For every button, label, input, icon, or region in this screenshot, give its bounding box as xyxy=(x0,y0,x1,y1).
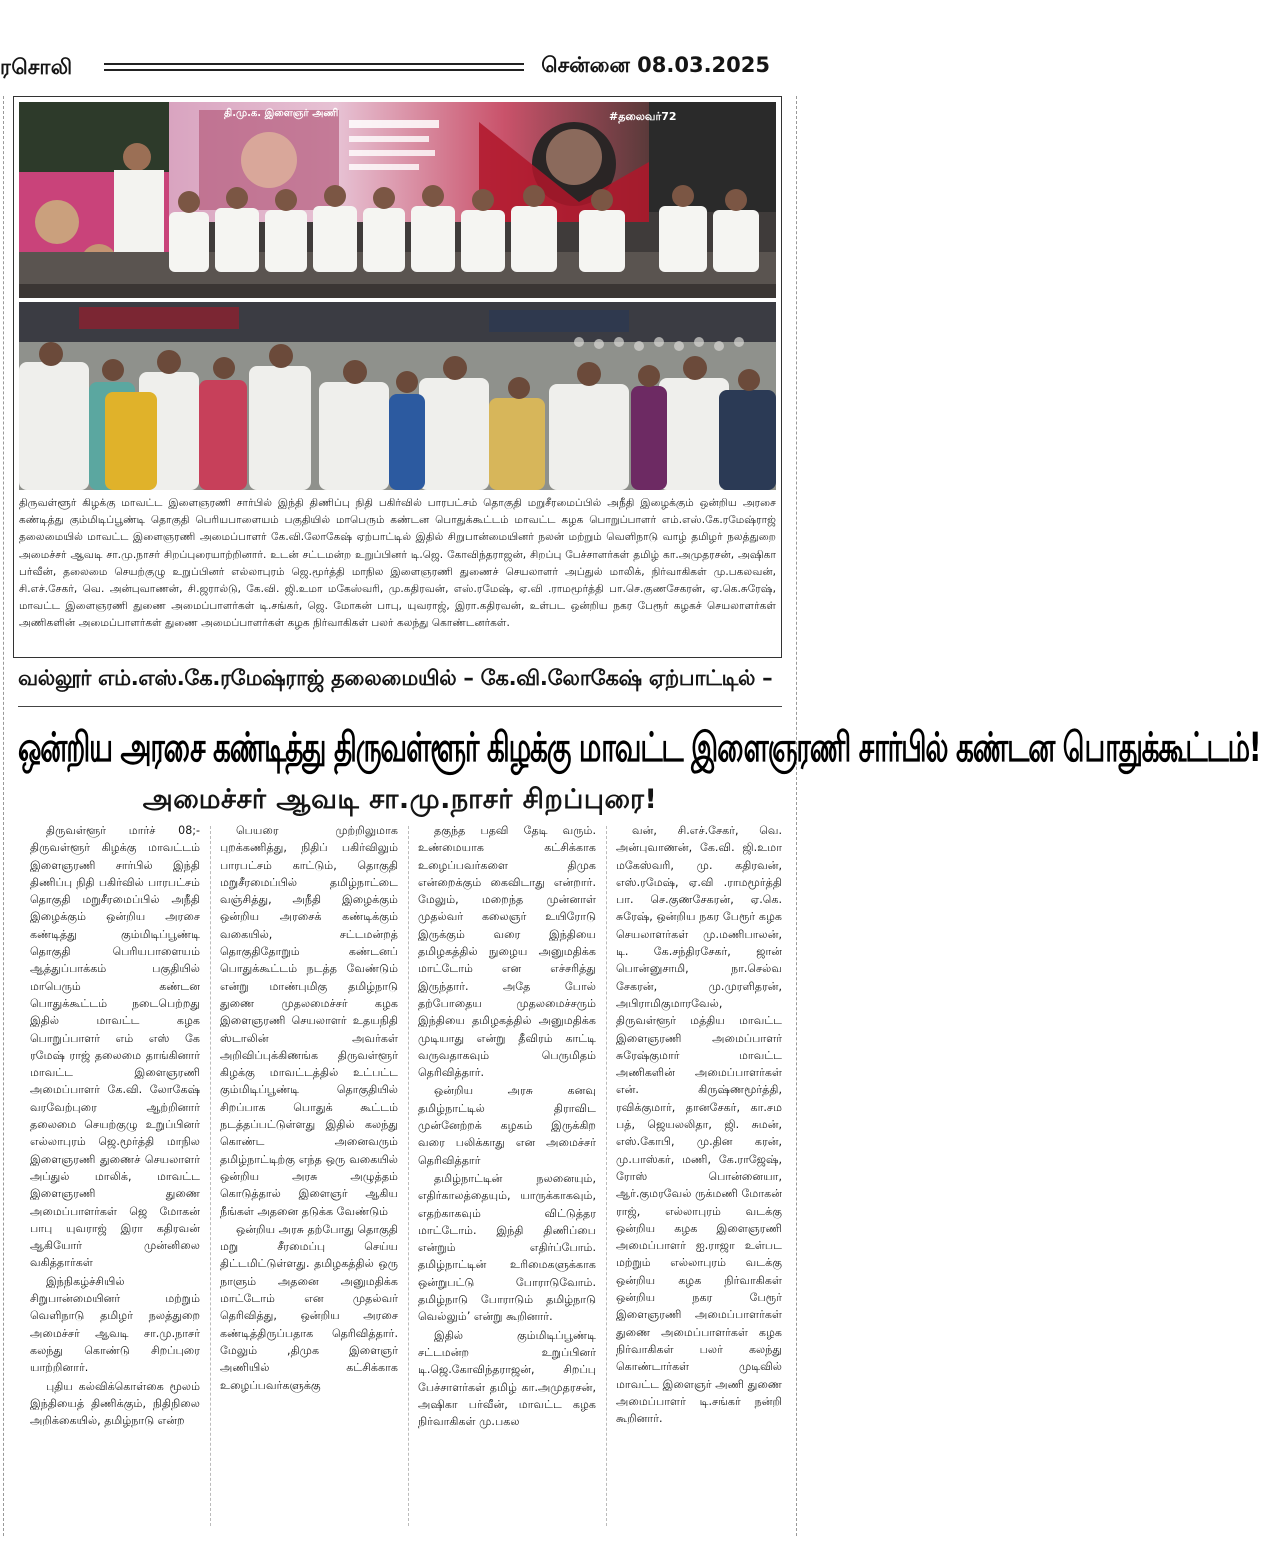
article-paragraph: ஒன்றிய அரசு தற்போது தொகுதி மறு சீரமைப்பு செய்ய திட்டமிட்டுள்ளது. தமிழகத்தில் ஒரு நாளும் அதனை அனுமதிக்க மாட்டோம் என முதல்வர் தெரிவித்து, ஒன்றிய அரசை கண்டித்திருப்பதாக தெரிவித்தார். மேலும் ,திமுக இளைஞர் அணியில் கட்சிக்காக உழைப்பவர்களுக்கு xyxy=(220,1222,398,1392)
article-paragraph: திருவள்ளூர் மார்ச் 08;- திருவள்ளூர் கிழக்கு மாவட்டம் இளைஞரணி சார்பில் இந்தி திணிப்பு நிதி பகிர்வில் பாரபட்சம் தொகுதி மறுசீரமைப்பில் அநீதி இழைக்கும் ஒன்றிய அரசை கண்டித்து கும்மிடிப்பூண்டி தொகுதி பெரியபாளையம் ஆத்துப்பாக்கம் பகுதியில் மாபெரும் கண்டன பொதுக்கூட்டம் நடைபெற்றது இதில் மாவட்ட கழக பொறுப்பாளர் எம் எஸ் கே ரமேஷ் ராஜ் தலைமை தாங்கினார் மாவட்ட இளைஞரணி அமைப்பாளர் கே.வி. லோகேஷ் வரவேற்புரை ஆற்றினார் தலைமை செயற்குழு உறுப்பினர் எல்லாபுரம் ஜெ.மூர்த்தி மாநில இளைஞரணி துணைச் செயலாளர் அப்துல் மாலிக், மாவட்ட இளைஞரணி துணை அமைப்பாளர்கள் ஜெ மோகன் பாபு யுவராஜ் இரா கதிரவன் ஆகியோர் முன்னிலை வகித்தார்கள் xyxy=(30,824,200,1270)
column-separator xyxy=(606,826,607,1526)
stage-photo-image xyxy=(19,102,776,298)
article-paragraph: இந்நிகழ்ச்சியில் சிறுபான்மையினர் மற்றும் வெளிநாடு தமிழர் நலத்துறை அமைச்சர் ஆவடி சா.மு.நாசர் கலந்து கொண்டு சிறப்புரை யாற்றினார். xyxy=(30,1274,200,1375)
headline-kicker: வல்லூர் எம்.எஸ்.கே.ரமேஷ்ராஜ் தலைமையில் – கே.வி.லோகேஷ் ஏற்பாட்டில் – xyxy=(18,666,773,690)
article-paragraph: வன், சி.எச்.சேகர், வெ. அன்புவாணன், கே.வி. ஜி.உமா மகேஸ்வரி, மு. கதிரவன், எஸ்.ரமேஷ், ஏ.வி .ராமமூர்த்தி பா. செ.குணசேகரன், ஏ.கெ. சுரேஷ், ஒன்றிய நகர பேரூர் கழக செயலாளர்கள் மு.மணிபாலன், டி. கே.சந்திரசேகர், ஜான் பொன்னுசாமி, நா.செல்வ சேகரன், மு.முரளிதரன், அபிராமிகுமாரவேல், திருவள்ளூர் மத்திய மாவட்ட இளைஞரணி அமைப்பாளர் சுரேஷ்குமார் மாவட்ட அணிகளின் அமைப்பாளர்கள் என். கிருஷ்ணமூர்த்தி, ரவிக்குமார், தானசேகர், கா.சம பத், ஜெயலலிதா, ஜி. சுமன், எஸ்.கோபி, மு.தின கரன், மு.பாஸ்கர், மணி, கே.ராஜேஷ், ரோஸ் பொன்னையா, ஆர்.குமரவேல் ருக்மணி மோகன் ராஜ், எல்லாபுரம் வடக்கு ஒன்றிய கழக இளைஞரணி அமைப்பாளர் ஐ.ராஜா உள்பட மற்றும் எல்லாபுரம் வடக்கு ஒன்றிய கழக நிர்வாகிகள் ஒன்றிய நகர பேரூர் இளைஞரணி அமைப்பாளர்கள் துணை அமைப்பாளர்கள் கழக நிர்வாகிகள் பலர் கலந்து கொண்டார்கள் முடிவில் மாவட்ட இளைஞர் அணி துணை அமைப்பாளர் டி.சங்கர் நன்றி கூறினார். xyxy=(616,824,782,1426)
stage-banner-heading: தி.மு.க. இளைஞர் அணி xyxy=(224,108,339,119)
photo-box xyxy=(13,96,782,658)
masthead xyxy=(0,0,800,92)
column-separator xyxy=(210,826,211,1526)
stage-banner-hashtag: #தலைவர்72 xyxy=(609,110,677,123)
article-body xyxy=(30,822,782,1534)
audience-photo-image xyxy=(19,302,776,490)
article-paragraph: பெயரை முற்றிலுமாக புறக்கணித்து, நிதிப் பகிர்விலும் பாரபட்சம் காட்டும், தொகுதி மறுசீரமைப்பில் தமிழ்நாட்டை வஞ்சித்து, அநீதி இழைக்கும் ஒன்றிய அரசைக் கண்டிக்கும் வகையில், சட்டமன்றத் தொகுதிதோறும் கண்டனப் பொதுக்கூட்டம் நடத்த வேண்டும் என்று மாண்புமிகு தமிழ்நாடு துணை முதலமைச்சர் கழக இளைஞரணி செயலாளர் உதயநிதி ஸ்டாலின் அவர்கள் அறிவிப்புக்கிணங்க திருவள்ளூர் கிழக்கு மாவட்டத்தில் உட்பட்ட கும்மிடிப்பூண்டி தொகுதியில் சிறப்பாக பொதுக் கூட்டம் நடத்தப்பட்டுள்ளது இதில் கலந்து கொண்ட அனைவரும் தமிழ்நாட்டிற்கு எந்த ஒரு வகையில் ஒன்றிய அரசு அழுத்தம் கொடுத்தால் இளைஞர் ஆகிய நீங்கள் அதனை தடுக்க வேண்டும் xyxy=(220,824,398,1218)
article-paragraph: தகுந்த பதவி தேடி வரும். உண்மையாக கட்சிக்காக உழைப்பவர்களை திமுக என்றைக்கும் கைவிடாது என்றார். மேலும், மறைந்த முன்னாள் முதல்வர் கலைஞர் உயிரோடு இருக்கும் வரை இந்தியை தமிழகத்தில் நுழைய அனுமதிக்க மாட்டோம் என எச்சரித்து இருந்தார். அதே போல் தற்போதைய முதலமைச்சரும் இந்தியை தமிழகத்தில் அனுமதிக்க முடியாது என்று தீவிரம் காட்டி வருவதாகவும் பெருமிதம் தெரிவித்தார். xyxy=(418,824,596,1080)
article-paragraph: ஒன்றிய அரசு கனவு தமிழ்நாட்டில் திராவிட முன்னேற்றக் கழகம் இருக்கிற வரை பலிக்காது என அமைச்சர் தெரிவித்தார் xyxy=(418,1084,596,1167)
article-column-2 xyxy=(220,822,398,1534)
article-column-1 xyxy=(30,822,200,1534)
stage-photo xyxy=(19,102,776,298)
article-column-4 xyxy=(616,822,782,1534)
article-paragraph: தமிழ்நாட்டின் நலனையும், எதிர்காலத்தையும், யாருக்காகவும், எதற்காகவும் விட்டுத்தர மாட்டோம். இந்தி திணிப்பை என்றும் எதிர்ப்போம். தமிழ்நாட்டின் உரிமைகளுக்காக ஒன்றுபட்டு போராடுவோம். தமிழ்நாடு போராடும் தமிழ்நாடு வெல்லும்’ என்று கூறினார். xyxy=(418,1171,596,1324)
right-cut-line xyxy=(796,96,797,1536)
left-cut-line xyxy=(3,96,4,1536)
photo-caption: திருவள்ளூர் கிழக்கு மாவட்ட இளைஞரணி சார்பில் இந்தி திணிப்பு நிதி பகிர்வில் பாரபட்சம் தொகுதி மறுசீரமைப்பில் அநீதி இழைக்கும் ஒன்றிய அரசை கண்டித்து கும்மிடிப்பூண்டி தொகுதி பெரியபாளையம் பகுதியில் மாபெரும் கண்டன பொதுக்கூட்டம் மாவட்ட கழக பொறுப்பாளர் எம்.எஸ்.கே.ரமேஷ்ராஜ் தலைமையில் மாவட்ட இளைஞரணி அமைப்பாளர் கே.வி.லோகேஷ் ஏற்பாட்டில் இதில் சிறுபான்மையினர் நலன் மற்றும் வெளிநாடு வாழ் தமிழர் நலத்துறை அமைச்சர் ஆவடி சா.மு.நாசர் சிறப்புரையாற்றினார். உடன் சட்டமன்ற உறுப்பினர் டி.ஜெ. கோவிந்தராஜன், சிறப்பு பேச்சாளர்கள் தமிழ் கா.அமுதரசன், அஷிகா பர்வீன், தலைமை செயற்குழு உறுப்பினர் எல்லாபுரம் ஜெ.மூர்த்தி மாநில இளைஞரணி துணைச் செயலாளர் அப்துல் மாலிக், நிர்வாகிகள் மு.பகலவன், சி.எச்.சேகர், வெ. அன்புவாணன், சி.ஜரால்டு, கே.வி. ஜி.உமா மகேஸ்வரி, மு.கதிரவன், எஸ்.ரமேஷ், ஏ.வி .ராமமூர்த்தி பா.செ.குணசேகரன், ஏ.கெ.சுரேஷ், மாவட்ட இளைஞரணி துணை அமைப்பாளர்கள் டி.சங்கர், ஜெ. மோகன் பாபு, யுவராஜ், இரா.கதிரவன், உள்பட ஒன்றிய நகர பேரூர் கழகச் செயலாளர்கள் அணிகளின் அமைப்பாளர்கள் துணை அமைப்பாளர்கள் கழக நிர்வாகிகள் பலர் கலந்து கொண்டனர்கள். xyxy=(19,497,776,630)
masthead-double-rule xyxy=(104,63,524,71)
headline-sub: அமைச்சர் ஆவடி சா.மு.நாசர் சிறப்புரை! xyxy=(142,784,658,815)
article-paragraph: இதில் கும்மிடிப்பூண்டி சட்டமன்ற உறுப்பினர் டி.ஜெ.கோவிந்தராஜன், சிறப்பு பேச்சாளர்கள் தமிழ் கா.அமுதரசன், அஷிகா பர்வீன், மாவட்ட கழக நிர்வாகிகள் மு.பகல xyxy=(418,1328,596,1429)
article-paragraph: புதிய கல்விக்கொள்கை மூலம் இந்தியைத் திணிக்கும், நிதிநிலை அறிக்கையில், தமிழ்நாடு என்ற xyxy=(30,1379,200,1428)
article-column-3 xyxy=(418,822,596,1534)
dateline: சென்னை 08.03.2025 xyxy=(541,53,770,77)
column-separator xyxy=(408,826,409,1526)
audience-photo xyxy=(19,302,776,490)
newspaper-name: ரசொலி xyxy=(0,55,73,79)
headline-main: ஒன்றிய அரசை கண்டித்து திருவள்ளூர் கிழக்கு மாவட்ட இளைஞரணி சார்பில் கண்டன பொதுக்கூட்டம்! xyxy=(18,724,1261,772)
